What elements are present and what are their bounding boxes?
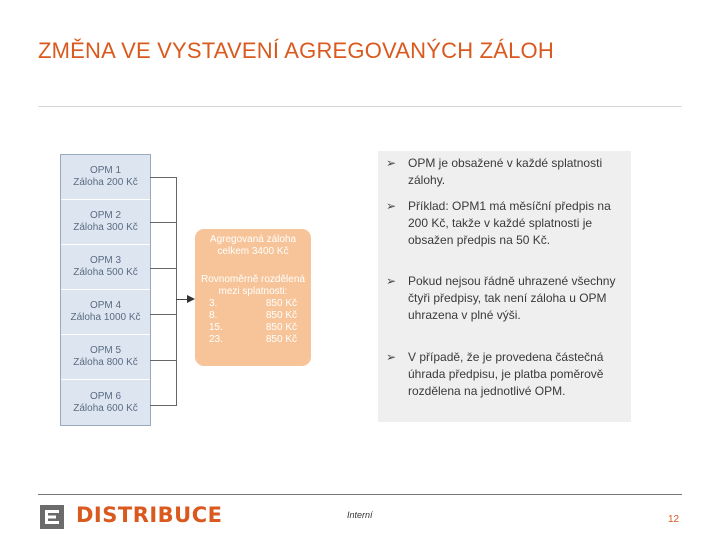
bullet-text: Příklad: OPM1 má měsíční předpis na 200 Kč, takže v každé splatnosti je obsažen předpis na 50 Kč. <box>408 199 611 247</box>
opm-name: OPM 6 <box>89 390 122 402</box>
opm-amount: Záloha 1000 Kč <box>70 312 141 323</box>
aggregate-row <box>199 322 307 334</box>
aggregate-sub-line: mezi splatnosti: <box>218 286 288 297</box>
due-day: 8. <box>209 310 218 321</box>
connector-tick <box>150 314 176 315</box>
due-amount: 850 Kč <box>265 322 297 333</box>
aggregate-sub-line: Rovnoměrně rozdělená <box>201 274 305 285</box>
classification-label: Interní <box>347 510 373 520</box>
footer-divider <box>38 494 682 495</box>
opm-box <box>61 155 150 200</box>
aggregate-heading <box>199 234 307 258</box>
bullet-text: OPM je obsažené v každé splatnosti zálohy. <box>408 156 603 187</box>
bullet-item <box>386 198 618 249</box>
aggregate-heading-line: Agregovaná záloha <box>209 234 297 245</box>
aggregate-box <box>195 229 311 366</box>
connector-tick <box>150 268 176 269</box>
opm-box <box>61 200 150 245</box>
arrow-right-icon <box>187 295 195 303</box>
opm-box <box>61 245 150 290</box>
bullet-text: Pokud nejsou řádně uhrazené všechny čtyři předpisy, tak není záloha u OPM uhrazena v plné výši. <box>408 274 616 322</box>
logo-text: DISTRIBUCE <box>76 503 223 527</box>
arrow-bullet-icon: ➢ <box>386 199 397 213</box>
opm-amount: Záloha 500 Kč <box>73 267 138 278</box>
aggregate-row <box>199 298 307 310</box>
opm-name: OPM 3 <box>89 255 122 266</box>
aggregate-row <box>199 334 307 346</box>
bullet-item <box>386 155 618 189</box>
aggregate-total: celkem 3400 Kč <box>217 246 289 257</box>
opm-amount: Záloha 200 Kč <box>73 177 138 188</box>
connector-tick <box>150 222 176 223</box>
notes-panel <box>378 151 631 422</box>
connector-tick <box>150 405 176 406</box>
due-amount: 850 Kč <box>265 310 297 321</box>
connector-tick <box>150 360 176 361</box>
aggregate-row <box>199 310 307 322</box>
opm-box <box>61 335 150 380</box>
opm-amount: Záloha 600 Kč <box>73 402 138 414</box>
due-day: 3. <box>209 298 218 309</box>
due-amount: 850 Kč <box>265 298 297 309</box>
opm-name: OPM 4 <box>89 300 122 311</box>
arrow-bullet-icon: ➢ <box>386 350 397 364</box>
opm-column <box>60 154 151 426</box>
bullet-text: V případě, že je provedena částečná úhrada předpisu, je platba poměrově rozdělena na jednotlivé OPM. <box>408 350 604 398</box>
arrow-bullet-icon: ➢ <box>386 274 397 288</box>
due-amount: 850 Kč <box>265 334 297 345</box>
opm-box <box>61 380 150 425</box>
bullet-item <box>386 349 618 400</box>
opm-amount: Záloha 800 Kč <box>73 357 138 368</box>
opm-name: OPM 1 <box>89 165 122 176</box>
opm-name: OPM 2 <box>89 210 122 221</box>
due-day: 15. <box>209 322 223 333</box>
arrow-bullet-icon: ➢ <box>386 156 397 170</box>
opm-name: OPM 5 <box>89 345 122 356</box>
opm-amount: Záloha 300 Kč <box>73 222 138 233</box>
title-divider <box>38 106 682 107</box>
cez-logo-icon <box>40 505 64 529</box>
page-number: 12 <box>668 514 680 525</box>
due-day: 23. <box>209 334 223 345</box>
page-title: ZMĚNA VE VYSTAVENÍ AGREGOVANÝCH ZÁLOH <box>38 38 554 63</box>
connector-bracket <box>176 177 177 406</box>
bullet-item <box>386 273 618 324</box>
aggregate-subheading <box>199 274 307 298</box>
opm-box <box>61 290 150 335</box>
connector-tick <box>150 177 176 178</box>
